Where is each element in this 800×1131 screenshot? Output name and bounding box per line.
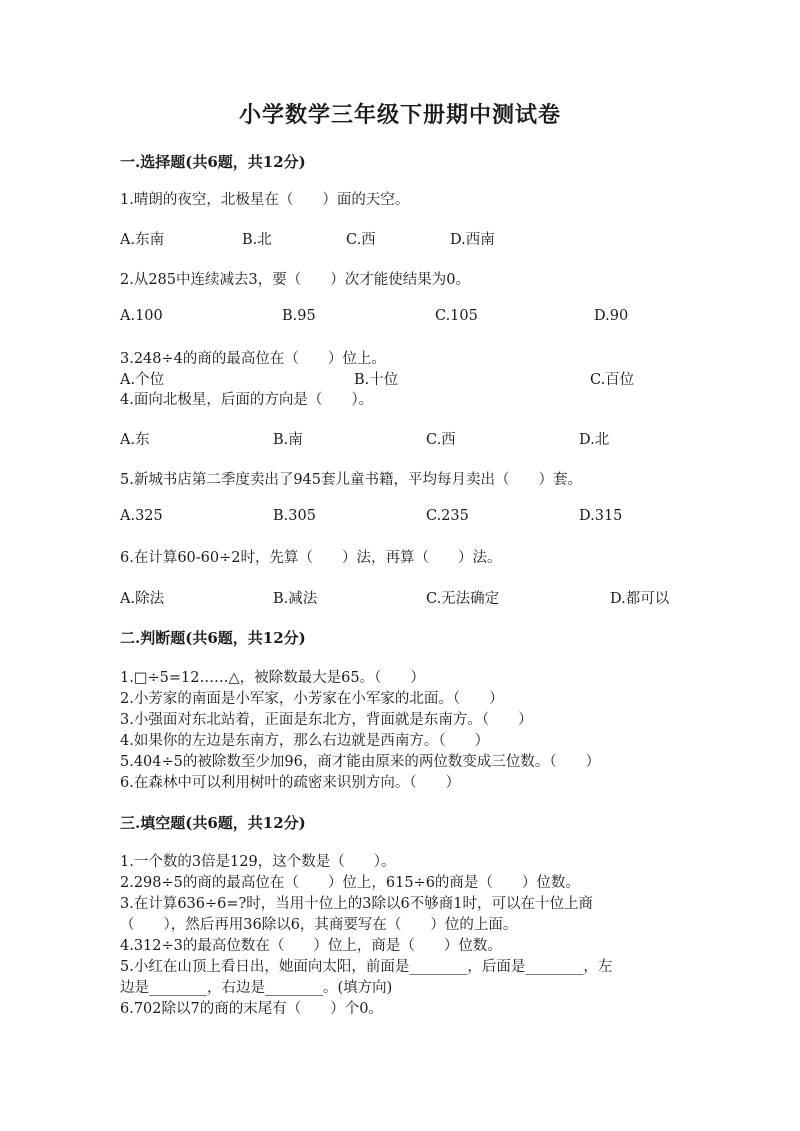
question-text: 3.248÷4的商的最高位在（ ）位上。: [120, 351, 386, 367]
option-a: A.东南: [120, 232, 165, 248]
fill-line: 3.在计算636÷6=?时，当用十位上的3除以6不够商1时，可以在十位上商: [120, 896, 593, 912]
option-d: D.都可以: [610, 591, 670, 607]
option-b: B.减法: [273, 591, 318, 607]
fill-line: （ ），然后再用36除以6，其商要写在（ ）位的上面。: [120, 917, 518, 933]
judgement-item: 3.小强面对东北站着，正面是东北方，背面就是东南方。（ ）: [120, 712, 533, 728]
option-d: D.西南: [450, 232, 495, 248]
option-a: A.100: [120, 308, 163, 324]
section-heading-fill: 三.填空题(共6题，共12分): [120, 814, 306, 832]
judgement-item: 6.在森林中可以利用树叶的疏密来识别方向。（ ）: [120, 775, 461, 791]
option-d: D.90: [594, 308, 629, 324]
judgement-item: 2.小芳家的南面是小军家，小芳家在小军家的北面。（ ）: [120, 691, 504, 707]
option-d: D.315: [579, 508, 623, 524]
fill-line: 6.702除以7的商的末尾有（ ）个0。: [120, 1001, 383, 1017]
fill-line: 边是________，右边是________。(填方向): [120, 980, 393, 996]
option-a: A.除法: [120, 591, 165, 607]
judgement-item: 1.□÷5=12……△，被除数最大是65。（ ）: [120, 670, 425, 686]
question-text: 2.从285中连续减去3，要（ ）次才能使结果为0。: [120, 272, 470, 288]
option-b: B.南: [273, 432, 303, 448]
judgement-item: 5.404÷5的被除数至少加96，商才能由原来的两位数变成三位数。（ ）: [120, 754, 601, 770]
option-a: A.东: [120, 432, 150, 448]
fill-line: 2.298÷5的商的最高位在（ ）位上，615÷6的商是（ ）位数。: [120, 875, 580, 891]
page-title: 小学数学三年级下册期中测试卷: [238, 102, 561, 128]
fill-line: 4.312÷3的最高位数在（ ）位上，商是（ ）位数。: [120, 938, 502, 954]
question-text: 4.面向北极星，后面的方向是（ ）。: [120, 392, 374, 408]
option-c: C.百位: [590, 372, 635, 388]
option-d: D.北: [579, 432, 610, 448]
option-b: B.95: [282, 308, 316, 324]
option-c: C.无法确定: [426, 591, 500, 607]
question-text: 6.在计算60-60÷2时，先算（ ）法，再算（ ）法。: [120, 550, 502, 566]
option-c: C.235: [426, 508, 469, 524]
section-heading-judgement: 二.判断题(共6题，共12分): [120, 629, 306, 647]
section-heading-choice: 一.选择题(共6题，共12分): [120, 153, 306, 171]
option-a: A.个位: [120, 372, 165, 388]
option-b: B.305: [273, 508, 316, 524]
option-c: C.105: [435, 308, 478, 324]
judgement-item: 4.如果你的左边是东南方，那么右边就是西南方。（ ）: [120, 733, 490, 749]
option-c: C.西: [346, 232, 376, 248]
option-c: C.西: [426, 432, 456, 448]
question-text: 5.新城书店第二季度卖出了945套儿童书籍，平均每月卖出（ ）套。: [120, 472, 583, 488]
option-b: B.十位: [354, 372, 399, 388]
question-text: 1.晴朗的夜空，北极星在（ ）面的天空。: [120, 192, 410, 208]
option-a: A.325: [120, 508, 163, 524]
option-b: B.北: [242, 232, 272, 248]
fill-line: 5.小红在山顶上看日出，她面向太阳，前面是________，后面是________，左: [120, 959, 613, 975]
fill-line: 1.一个数的3倍是129，这个数是（ ）。: [120, 854, 396, 870]
